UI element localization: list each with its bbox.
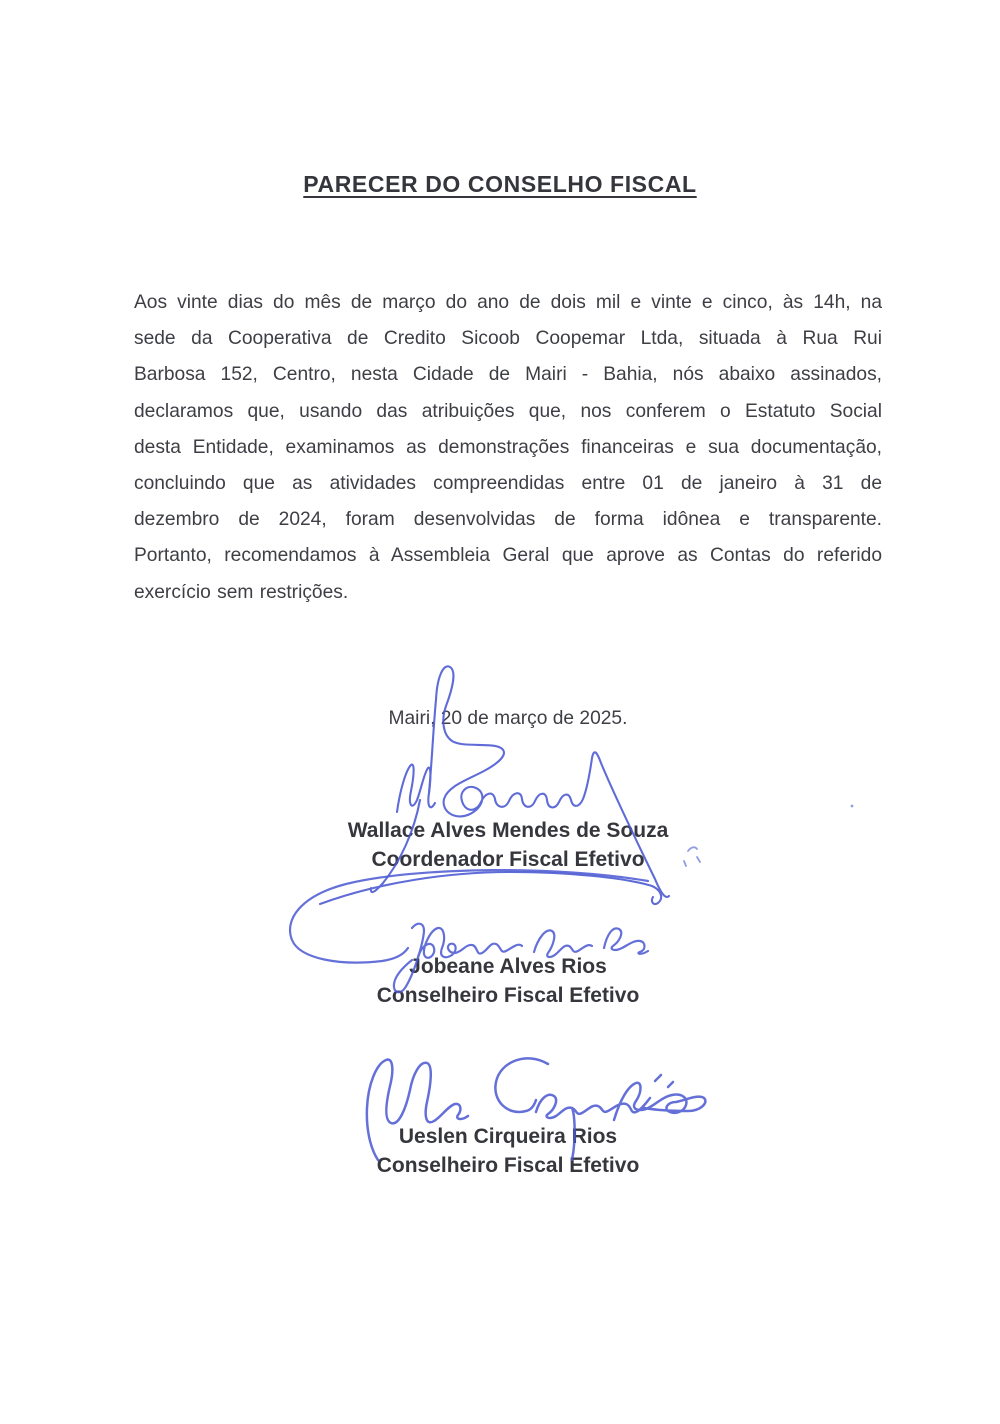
signatory-role: Conselheiro Fiscal Efetivo <box>376 1153 640 1177</box>
date-line: Mairi, 20 de março de 2025. <box>388 708 628 729</box>
signatory-name: Jobeane Alves Rios <box>409 955 607 978</box>
signature-block-conselheiro-1 <box>134 953 882 1010</box>
signatory-role: Conselheiro Fiscal Efetivo <box>376 983 640 1007</box>
paragraph-line: desta Entidade, examinamos as demonstrações financeiras e sua documentação, <box>134 436 882 458</box>
paragraph-line: declaramos que, usando das atribuições que, nos conferem o Estatuto Social <box>134 400 882 422</box>
body-paragraph <box>134 285 882 611</box>
signatory-name: Wallace Alves Mendes de Souza <box>347 819 669 842</box>
paragraph-line: Barbosa 152, Centro, nesta Cidade de Mairi - Bahia, nós abaixo assinados, <box>134 364 882 386</box>
paragraph-line: Aos vinte dias do mês de março do ano de dois mil e vinte e cinco, às 14h, na <box>134 292 882 313</box>
document-title: PARECER DO CONSELHO FISCAL <box>303 171 697 197</box>
paragraph-line: dezembro de 2024, foram desenvolvidas de forma idônea e transparente. <box>134 509 882 531</box>
signature-block-conselheiro-2 <box>134 1123 882 1180</box>
signatory-name: Ueslen Cirqueira Rios <box>398 1125 618 1148</box>
signatory-role: Coordenador Fiscal Efetivo <box>371 847 645 871</box>
paragraph-line: Portanto, recomendamos à Assembleia Geral que aprove as Contas do referido <box>134 545 882 567</box>
paragraph-line: exercício sem restrições. <box>134 581 349 603</box>
signature-block-coordenador <box>134 817 882 874</box>
paragraph-line: sede da Cooperativa de Credito Sicoob Coopemar Ltda, situada à Rua Rui <box>134 328 882 350</box>
paragraph-line: concluindo que as atividades compreendidas entre 01 de janeiro à 31 de <box>134 472 882 494</box>
